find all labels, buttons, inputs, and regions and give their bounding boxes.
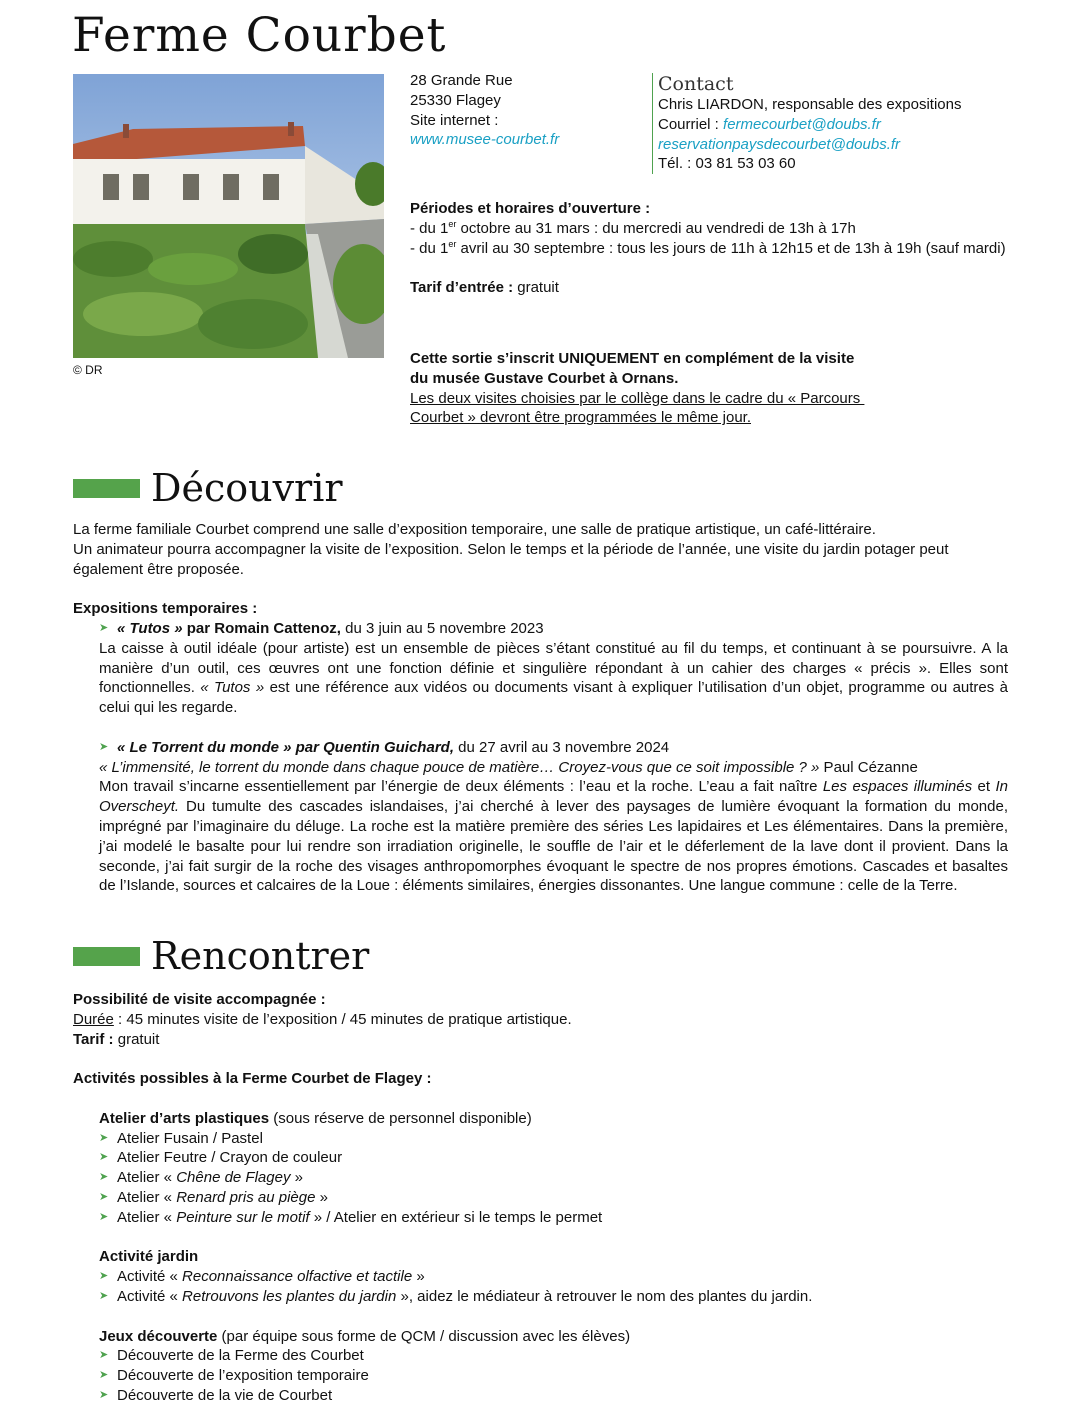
atelier-list: [99, 1129, 1008, 1228]
note-underline-line-1: Les deux visites choisies par le collège dans le cadre du « Parcours: [410, 389, 865, 407]
opening-line-summer: - du 1er avril au 30 septembre : tous les jours de 11h à 12h15 et de 13h à 19h (sauf mardi): [410, 238, 1006, 257]
bullet-arrow-icon: ➤: [99, 1171, 109, 1184]
opening-info: [410, 199, 1050, 298]
bullet-arrow-icon: ➤: [99, 740, 109, 753]
bullet-arrow-icon: ➤: [99, 1210, 109, 1223]
expo-2-quote: « L’immensité, le torrent du monde dans chaque pouce de matière… Croyez-vous que ce soit impossible ? » Paul Cézanne: [99, 758, 918, 776]
atelier-heading: Atelier d’arts plastiques (sous réserve de personnel disponible): [99, 1109, 532, 1127]
address-block: [410, 71, 640, 150]
page-title: Ferme Courbet: [72, 8, 447, 63]
note-bold-line-2: du musée Gustave Courbet à Ornans.: [410, 369, 679, 387]
note-bold-line-1: Cette sortie s’inscrit UNIQUEMENT en complément de la visite: [410, 350, 855, 367]
decouvrir-content: [73, 520, 1008, 896]
section-bar: [73, 479, 140, 498]
photo-credit: © DR: [73, 363, 103, 377]
list-item: ➤ Activité « Reconnaissance olfactive et tactile »: [99, 1268, 425, 1286]
list-item: ➤ Atelier Fusain / Pastel: [99, 1129, 263, 1147]
entry-price: Tarif d’entrée : gratuit: [410, 279, 559, 297]
visit-note: [410, 349, 1030, 428]
visit-heading: Possibilité de visite accompagnée :: [73, 991, 326, 1008]
opening-heading: Périodes et horaires d’ouverture :: [410, 200, 651, 217]
bullet-arrow-icon: ➤: [99, 1270, 109, 1283]
section-title-rencontrer: Rencontrer: [151, 934, 370, 978]
website-label: Site internet :: [410, 111, 499, 129]
list-item: ➤ Découverte de l’exposition temporaire: [99, 1367, 369, 1385]
list-item: ➤ Découverte de la vie de Courbet: [99, 1386, 333, 1404]
jardin-list: [99, 1267, 1008, 1307]
jeux-list: [99, 1346, 1008, 1405]
website-link[interactable]: www.musee-courbet.fr: [410, 131, 560, 149]
address-city: 25330 Flagey: [410, 91, 501, 109]
section-bar: [73, 947, 140, 966]
expo-2-title: ➤ « Le Torrent du monde » par Quentin Guichard, du 27 avril au 3 novembre 2024: [99, 738, 670, 756]
expo-1-title: ➤ « Tutos » par Romain Cattenoz, du 3 juin au 5 novembre 2023: [99, 619, 544, 637]
note-underline-line-2: Courbet » devront être programmées le même jour.: [410, 409, 751, 427]
email-link-reservation[interactable]: reservationpaysdecourbet@doubs.fr: [658, 135, 901, 153]
bullet-arrow-icon: ➤: [99, 1349, 109, 1362]
activities-heading: Activités possibles à la Ferme Courbet de Flagey :: [73, 1070, 432, 1088]
farm-photo: [73, 74, 384, 358]
bullet-arrow-icon: ➤: [99, 1151, 109, 1164]
jeux-group: [73, 1327, 1008, 1406]
contact-heading: Contact: [658, 73, 734, 95]
jardin-group: [73, 1247, 1008, 1306]
contact-block: [652, 73, 1068, 174]
expo-1-text: La caisse à outil idéale (pour artiste) est un ensemble de pièces s’étant constitué au fil du temps, et continuant à se poursuivre. A la manière d’un outil, ces œuvres ont une fonction définie et singulière répondant à un cahier des charges « précis ». Elles sont fonctionnelles. « Tutos » est une référence aux vidéos ou documents visant à expliquer l’utilisation d’un objet, programme ou autres à celui qui les regarde.: [99, 639, 1008, 717]
section-title-decouvrir: Découvrir: [151, 466, 343, 510]
expo-2-text: Mon travail s’incarne essentiellement par l’énergie de deux éléments : l’eau et la roche. L’eau a fait naître Les espaces illuminés et In Overscheyt. Du tumulte des cascades islandaises, j’ai cherché à lever des paysages de lumière évoquant la formation du monde, imprégné par l’imaginaire du déluge. La roche est la matière première des séries Les lapidaires et Les élémentaires. Dans la première, j’ai modelé le basalte pour lui rendre son irradiation originelle, le souffle de l’air et le déferlement de la lave dont il provient. Dans la seconde, j’ai fait surgir de la roche des visages anthropomorphes évoquant le spectre de nos propres émotions. Cascades et basaltes de l’Islande, sources et calcaires de la Loue : éléments similaires, énergies dissonantes. Une langue commune : celle de la Terre.: [99, 778, 1008, 895]
email-label: Courriel :: [658, 115, 719, 133]
section-header-rencontrer: [73, 934, 369, 978]
duration-row: Durée : 45 minutes visite de l’exposition / 45 minutes de pratique artistique.: [73, 1010, 572, 1028]
rencontrer-content: [73, 990, 1008, 1406]
list-item: ➤ Atelier « Chêne de Flagey »: [99, 1169, 303, 1187]
decouvrir-intro-1: La ferme familiale Courbet comprend une salle d’exposition temporaire, une salle de pratique artistique, un café-littéraire.: [73, 521, 876, 538]
list-item: ➤ Atelier « Renard pris au piège »: [99, 1188, 328, 1206]
contact-person: Chris LIARDON, responsable des expositions: [658, 96, 962, 113]
list-item: ➤ Activité « Retrouvons les plantes du jardin », aidez le médiateur à retrouver le nom des plantes du jardin.: [99, 1287, 813, 1305]
list-item: ➤ Atelier Feutre / Crayon de couleur: [99, 1149, 343, 1167]
contact-email-row: [658, 115, 1068, 135]
expo-2: [73, 738, 1008, 896]
bullet-arrow-icon: ➤: [99, 1289, 109, 1302]
jardin-heading: Activité jardin: [99, 1248, 199, 1266]
address-street: 28 Grande Rue: [410, 72, 513, 89]
price-row: Tarif : gratuit: [73, 1030, 160, 1048]
bullet-arrow-icon: ➤: [99, 1131, 109, 1144]
bullet-arrow-icon: ➤: [99, 621, 109, 634]
email-link-ferme[interactable]: fermecourbet@doubs.fr: [723, 115, 881, 133]
jeux-heading: Jeux découverte (par équipe sous forme de QCM / discussion avec les élèves): [99, 1327, 631, 1345]
atelier-group: [73, 1109, 1008, 1228]
list-item: ➤ Découverte de la Ferme des Courbet: [99, 1347, 364, 1365]
bullet-arrow-icon: ➤: [99, 1369, 109, 1382]
bullet-arrow-icon: ➤: [99, 1388, 109, 1401]
decouvrir-intro-2: Un animateur pourra accompagner la visite de l’exposition. Selon le temps et la période de l’année, une visite du jardin potager peut également être proposée.: [73, 540, 949, 578]
opening-line-winter: - du 1er octobre au 31 mars : du mercredi au vendredi de 13h à 17h: [410, 218, 856, 237]
list-item: ➤ Atelier « Peinture sur le motif » / Atelier en extérieur si le temps le permet: [99, 1208, 603, 1226]
expo-heading: Expositions temporaires :: [73, 600, 258, 618]
section-header-decouvrir: [73, 466, 343, 510]
expo-1: [73, 619, 1008, 718]
contact-phone: Tél. : 03 81 53 03 60: [658, 155, 796, 173]
bullet-arrow-icon: ➤: [99, 1190, 109, 1203]
